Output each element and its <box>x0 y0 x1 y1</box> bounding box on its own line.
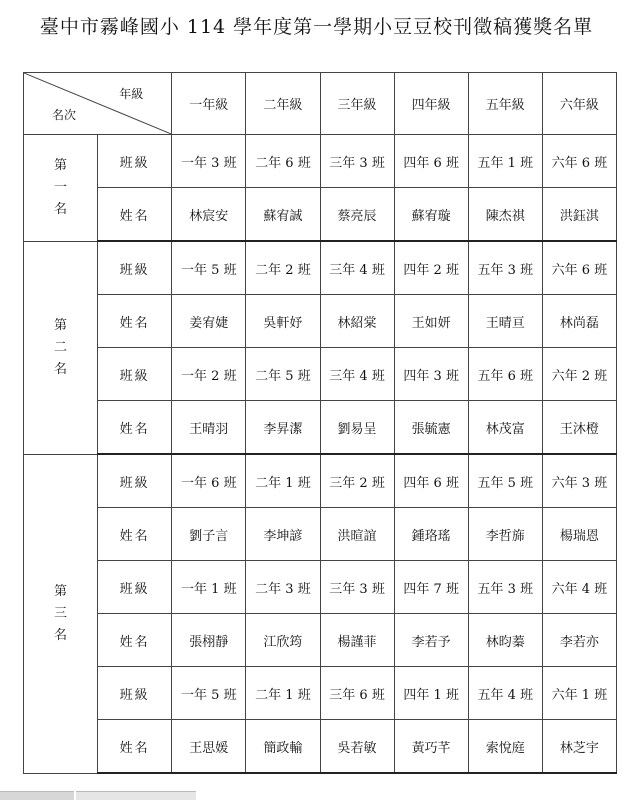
grade-header-5: 五年級 <box>468 73 542 135</box>
name-cell: 劉子言 <box>172 508 246 561</box>
name-row <box>24 295 617 348</box>
class-cell: 三年 2 班 <box>320 454 394 508</box>
name-cell: 陳杰祺 <box>468 188 542 242</box>
table-header-row <box>24 73 617 135</box>
class-cell: 三年 3 班 <box>320 135 394 188</box>
name-cell: 吳若敏 <box>320 720 394 774</box>
name-cell: 李若予 <box>394 614 468 667</box>
class-row <box>24 348 617 401</box>
class-cell: 四年 2 班 <box>394 241 468 295</box>
name-cell: 洪鈺淇 <box>542 188 616 242</box>
name-label-cell: 姓名 <box>98 720 172 774</box>
class-label-cell: 班級 <box>98 667 172 720</box>
class-row <box>24 454 617 508</box>
class-label-cell: 班級 <box>98 561 172 614</box>
class-cell: 二年 3 班 <box>246 561 320 614</box>
class-cell: 六年 2 班 <box>542 348 616 401</box>
class-cell: 六年 1 班 <box>542 667 616 720</box>
class-cell: 六年 6 班 <box>542 135 616 188</box>
class-cell: 一年 1 班 <box>172 561 246 614</box>
rank-label-char: 第 <box>54 157 68 173</box>
name-cell: 姜宥婕 <box>172 295 246 348</box>
rank-cell <box>24 135 98 242</box>
name-label-cell: 姓名 <box>98 188 172 242</box>
rank-header-label: 名次 <box>52 108 77 122</box>
class-cell: 六年 6 班 <box>542 241 616 295</box>
class-row <box>24 135 617 188</box>
class-cell: 二年 1 班 <box>246 454 320 508</box>
grade-header-label: 年級 <box>119 87 144 101</box>
name-cell: 李哲旆 <box>468 508 542 561</box>
class-row <box>24 241 617 295</box>
grade-header-2: 二年級 <box>246 73 320 135</box>
name-cell: 蘇宥璇 <box>394 188 468 242</box>
name-cell: 黃巧芊 <box>394 720 468 774</box>
name-row <box>24 508 617 561</box>
class-cell: 四年 6 班 <box>394 454 468 508</box>
class-cell: 一年 3 班 <box>172 135 246 188</box>
rank-label-char: 二 <box>54 339 68 355</box>
award-table <box>23 72 617 774</box>
name-cell: 王晴亘 <box>468 295 542 348</box>
class-cell: 三年 4 班 <box>320 348 394 401</box>
bottom-scroll-bar <box>0 792 633 800</box>
class-cell: 二年 2 班 <box>246 241 320 295</box>
rank-cell <box>24 454 98 773</box>
name-row <box>24 720 617 774</box>
name-row <box>24 401 617 455</box>
name-cell: 王思媛 <box>172 720 246 774</box>
rank-cell <box>24 241 98 454</box>
class-row <box>24 561 617 614</box>
name-row <box>24 188 617 242</box>
diagonal-line <box>24 73 171 134</box>
name-cell: 王如妍 <box>394 295 468 348</box>
class-cell: 三年 3 班 <box>320 561 394 614</box>
name-cell: 林紹棠 <box>320 295 394 348</box>
class-cell: 四年 6 班 <box>394 135 468 188</box>
rank-label-char: 第 <box>54 317 68 333</box>
class-label-cell: 班級 <box>98 454 172 508</box>
rank-label-char: 三 <box>54 605 68 621</box>
rank-label-char: 名 <box>54 361 68 377</box>
grade-header-6: 六年級 <box>542 73 616 135</box>
name-row <box>24 614 617 667</box>
name-cell: 張毓憲 <box>394 401 468 455</box>
grade-header-4: 四年級 <box>394 73 468 135</box>
bottom-bar-segment <box>0 791 74 800</box>
class-cell: 五年 6 班 <box>468 348 542 401</box>
name-cell: 劉易呈 <box>320 401 394 455</box>
name-cell: 蔡亮辰 <box>320 188 394 242</box>
name-cell: 蘇宥誠 <box>246 188 320 242</box>
class-cell: 六年 3 班 <box>542 454 616 508</box>
class-cell: 五年 3 班 <box>468 561 542 614</box>
class-cell: 四年 1 班 <box>394 667 468 720</box>
name-cell: 江欣筠 <box>246 614 320 667</box>
class-cell: 二年 6 班 <box>246 135 320 188</box>
class-cell: 一年 5 班 <box>172 241 246 295</box>
name-cell: 楊瑞恩 <box>542 508 616 561</box>
name-cell: 洪暄誼 <box>320 508 394 561</box>
class-row <box>24 667 617 720</box>
class-cell: 一年 5 班 <box>172 667 246 720</box>
grade-header-1: 一年級 <box>172 73 246 135</box>
class-cell: 五年 4 班 <box>468 667 542 720</box>
class-label-cell: 班級 <box>98 135 172 188</box>
bottom-bar-segment <box>76 791 196 800</box>
class-cell: 一年 2 班 <box>172 348 246 401</box>
name-cell: 林尚磊 <box>542 295 616 348</box>
name-label-cell: 姓名 <box>98 401 172 455</box>
name-cell: 李若亦 <box>542 614 616 667</box>
class-cell: 二年 5 班 <box>246 348 320 401</box>
class-cell: 四年 7 班 <box>394 561 468 614</box>
class-cell: 五年 1 班 <box>468 135 542 188</box>
name-cell: 吳軒妤 <box>246 295 320 348</box>
name-label-cell: 姓名 <box>98 295 172 348</box>
class-cell: 二年 1 班 <box>246 667 320 720</box>
class-label-cell: 班級 <box>98 348 172 401</box>
rank-label-char: 名 <box>54 201 68 217</box>
diagonal-header-cell <box>24 73 172 135</box>
name-cell: 簡政輸 <box>246 720 320 774</box>
class-cell: 六年 4 班 <box>542 561 616 614</box>
name-cell: 王晴羽 <box>172 401 246 455</box>
name-cell: 林芝宇 <box>542 720 616 774</box>
name-cell: 張栩靜 <box>172 614 246 667</box>
name-cell: 鍾珞瑤 <box>394 508 468 561</box>
class-cell: 三年 4 班 <box>320 241 394 295</box>
rank-label-char: 名 <box>54 627 68 643</box>
rank-label-char: 第 <box>54 583 68 599</box>
page-title: 臺中市霧峰國小 114 學年度第一學期小豆豆校刊徵稿獲獎名單 <box>39 16 594 38</box>
name-cell: 林宸安 <box>172 188 246 242</box>
name-cell: 林茂富 <box>468 401 542 455</box>
name-label-cell: 姓名 <box>98 614 172 667</box>
class-cell: 五年 3 班 <box>468 241 542 295</box>
name-label-cell: 姓名 <box>98 508 172 561</box>
name-cell: 索悅庭 <box>468 720 542 774</box>
class-label-cell: 班級 <box>98 241 172 295</box>
class-cell: 五年 5 班 <box>468 454 542 508</box>
rank-label-char: 一 <box>54 179 68 195</box>
name-cell: 王沐橙 <box>542 401 616 455</box>
class-cell: 四年 3 班 <box>394 348 468 401</box>
name-cell: 李坤諺 <box>246 508 320 561</box>
class-cell: 一年 6 班 <box>172 454 246 508</box>
name-cell: 林昀蓁 <box>468 614 542 667</box>
grade-header-3: 三年級 <box>320 73 394 135</box>
name-cell: 李昇潔 <box>246 401 320 455</box>
name-cell: 楊謹菲 <box>320 614 394 667</box>
class-cell: 三年 6 班 <box>320 667 394 720</box>
